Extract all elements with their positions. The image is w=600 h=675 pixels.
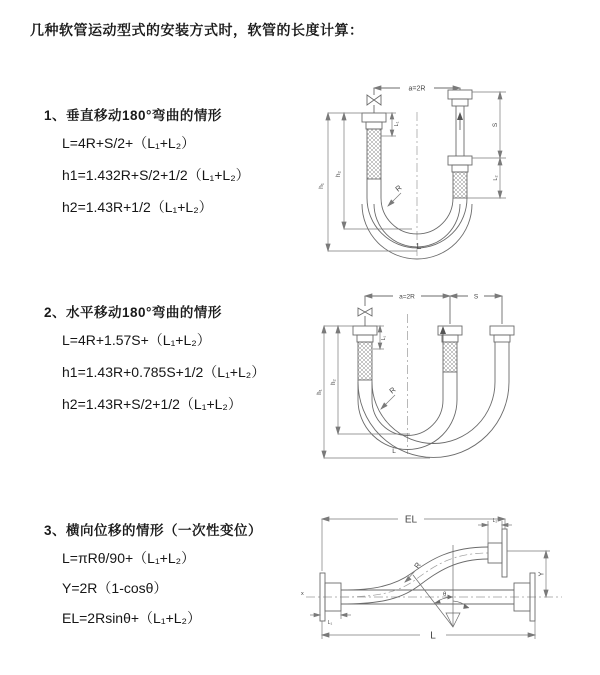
- radius-label: R: [393, 183, 404, 194]
- length-label: L: [416, 241, 422, 251]
- valve-icon: [367, 95, 381, 113]
- diagram-lateral-displacement: [298, 503, 570, 653]
- dim-label-h1: h₁: [317, 389, 323, 395]
- dim-label-a2R: a=2R: [408, 85, 426, 93]
- radius-label: R: [412, 560, 423, 571]
- hose-braid-left: [358, 342, 372, 380]
- flange-left: [362, 113, 386, 122]
- dim-label-h2: h₂: [331, 379, 337, 385]
- dim-label-h1: h₁: [318, 183, 325, 189]
- flange-left: [353, 326, 377, 335]
- dim-label-EL: EL: [404, 514, 418, 526]
- dim-label-a2R: a=2R: [399, 293, 415, 301]
- section-1-heading: 1、垂直移动180°弯曲的情形: [44, 108, 222, 123]
- dimension-lines: [326, 86, 506, 251]
- angle-label: θ: [443, 592, 447, 598]
- section-1-formula-h1: h1=1.432R+S/2+1/2（L₁+L₂）: [62, 167, 250, 183]
- flange-right-lower: [448, 156, 472, 165]
- diagram-vertical-movement: [308, 66, 528, 261]
- dim-label-L1: L₁: [327, 620, 333, 626]
- hose-braid-middle: [443, 342, 457, 372]
- hose-braid-right: [453, 172, 467, 198]
- section-3-heading: 3、横向位移的情形（一次性变位）: [44, 523, 263, 538]
- section-3-formula-Y: Y=2R（1-cosθ）: [62, 580, 168, 596]
- angle-construction: [413, 545, 469, 627]
- hose-drawing: [320, 529, 535, 627]
- dim-label-L1: L₁: [394, 121, 400, 127]
- valve-icon: [358, 308, 372, 326]
- hose-braid-left: [367, 129, 381, 179]
- section-2-formula-L: L=4R+1.57S+（L₁+L₂）: [62, 332, 211, 348]
- section-3-formula-L: L=πRθ/90+（L₁+L₂）: [62, 550, 196, 566]
- dim-label-L1: L₁: [381, 335, 387, 341]
- flange-right-displaced: [502, 529, 507, 577]
- hose-drawing: [353, 293, 514, 457]
- section-2-heading: 2、水平移动180°弯曲的情形: [44, 305, 222, 320]
- dimension-lines: [322, 294, 502, 458]
- dim-label-S: S: [473, 293, 479, 301]
- section-2-formula-h1: h1=1.43R+0.785S+1/2（L₁+L₂）: [62, 364, 266, 380]
- dim-label-h2: h₂: [335, 170, 342, 178]
- page-title: 几种软管运动型式的安装方式时，软管的长度计算：: [30, 22, 364, 38]
- axis-mark: x: [301, 591, 304, 597]
- dim-label-L2: L₂: [493, 175, 499, 181]
- section-3-formula-EL: EL=2Rsinθ+（L₁+L₂）: [62, 610, 201, 626]
- movement-arrow-up: [457, 112, 463, 130]
- dim-label-S: S: [492, 122, 499, 128]
- section-2-formula-h2: h2=1.43R+S/2+1/2（L₁+L₂）: [62, 396, 242, 412]
- dim-label-Y: Y: [538, 571, 546, 577]
- radius-label: R: [387, 385, 398, 396]
- diagram-horizontal-movement: [310, 282, 540, 467]
- section-1-formula-L: L=4R+S/2+（L₁+L₂）: [62, 135, 196, 151]
- length-label: L: [392, 448, 396, 455]
- flange-right: [490, 326, 514, 335]
- length-label: L: [430, 630, 436, 642]
- flange-right-upper: [448, 90, 472, 99]
- dim-label-L2: L₂: [492, 518, 498, 524]
- section-1-formula-h2: h2=1.43R+1/2（L₁+L₂）: [62, 199, 213, 215]
